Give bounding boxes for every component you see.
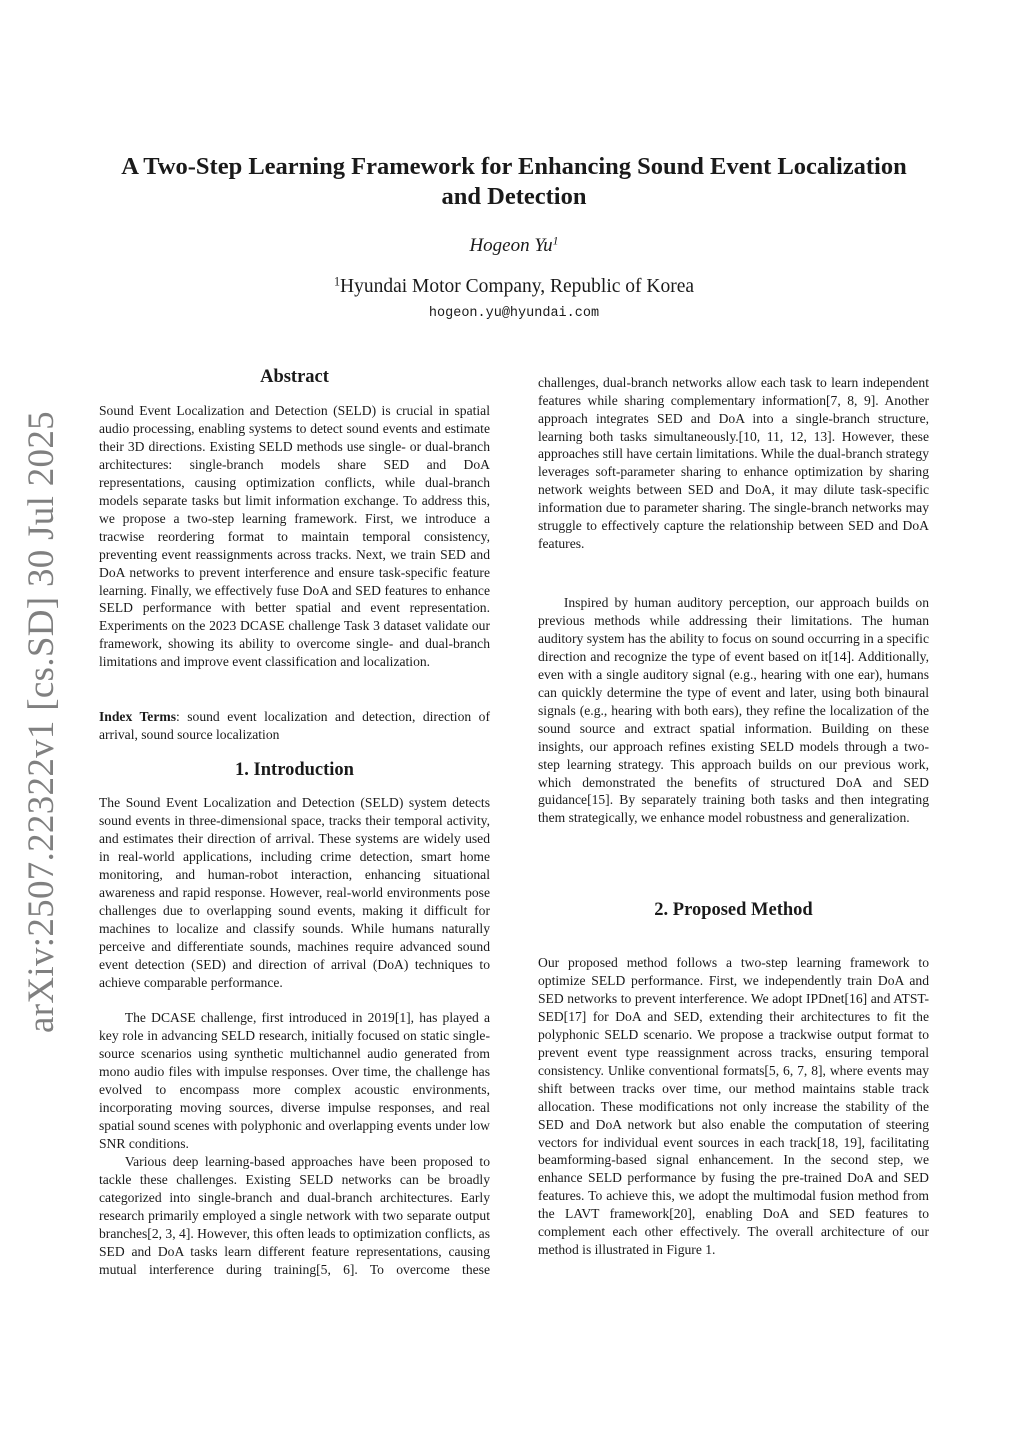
index-terms-label: Index Terms bbox=[99, 709, 176, 724]
intro-paragraph-3: Various deep learning-based approaches have been proposed to tackle these challenges. Existing SELD networks can be broadly categorized into single-branch and dual-branch architectures. Early research primarily employed a single network with two separate output branches[2, 3, 4]. However, this often leads to optimization conflicts, as SED and DoA tasks learn different feature representations, causing mutual interference during training[5, 6]. To overcome these bbox=[99, 1154, 490, 1277]
author-email: hogeon.yu@hyundai.com bbox=[428, 306, 600, 321]
intro-heading: 1. Introduction bbox=[235, 760, 354, 780]
intro-paragraph-1: The Sound Event Localization and Detection (SELD) system detects sound events in three-dimensional space, tracks their temporal activity, and estimates their direction of arrival. These systems are widely used in real-world applications, including crime detection, smart home monitoring, and human-robot interaction, enhancing situational awareness and rapid response. However, real-world environments pose challenges due to overlapping sound events, making it difficult for machines to localize and classify sounds. While humans naturally perceive and differentiate sounds, machines require advanced sound event detection (SED) and direction of arrival (DoA) techniques to achieve comparable performance. bbox=[99, 795, 490, 990]
affiliation-sup: 1 bbox=[333, 274, 341, 289]
author-name: Hogeon Yu bbox=[469, 235, 553, 256]
intro-paragraph-3-continued bbox=[538, 374, 929, 572]
affiliation-line bbox=[0, 276, 1024, 298]
arxiv-stamp: arXiv:2507.22322v1 [cs.SD] 30 Jul 2025 bbox=[21, 411, 62, 1033]
intro-paragraph-4: Inspired by human auditory perception, our approach builds on previous methods while addressing their limitations. The human auditory system has the ability to focus on sound occurring in a specific direction and recognize the type of event based on it[14]. Additionally, even with a single auditory signal (e.g., hearing with one ear), humans can quickly determine the type of event and later, using both binaural signals (e.g., hearing with both ears), they refine the localization of the sound source and extract spatial information. Building on these insights, our approach refines existing SELD models through a two-step learning strategy. This approach builds on our previous work, which demonstrated the benefits of structured DoA and SED guidance[15]. By separately training both tasks and then integrating them strategically, we enhance model robustness and generalization. bbox=[538, 595, 929, 826]
intro-paragraph-3-flow: challenges, dual-branch networks allow each task to learn independent features while sharing complementary information[7, 8, 9]. Another approach integrates SED and DoA into a single-branch structure, learning both tasks simultaneously.[10, 11, 12, 13]. However, these approaches still have certain limitations. While the dual-branch strategy leverages soft-parameter sharing to enhance optimization by sharing network weights between SED and DoA, it may dilute task-specific information due to parameter sharing. The single-branch networks may struggle to effectively capture the relationship between SED and DoA features. bbox=[538, 374, 929, 552]
intro-paragraph-2: The DCASE challenge, first introduced in 2019[1], has played a key role in advancing SELD research, initially focused on static single-source scenarios using synthetic multichannel audio generated from mono audio files with impulse responses. Over time, the challenge has evolved to encompass more complex acoustic environments, incorporating moving sources, diverse impulse responses, and real spatial sound scenes with polyphonic and overlapping events under low SNR conditions. bbox=[99, 1010, 490, 1151]
abstract-text: Sound Event Localization and Detection (SELD) is crucial in spatial audio processing, enabling systems to detect sound events and estimate their 3D directions. Existing SELD methods use single- or dual-branch architectures: single-branch models share SED and DoA representations, causing optimization conflicts, while dual-branch models separate tasks but limit information exchange. To address this, we propose a two-step learning framework. First, we introduce a tracwise reordering format to maintain temporal consistency, preventing event reassignments across tracks. Next, we train SED and DoA networks to prevent interference and ensure task-specific feature learning. Finally, we effectively fuse DoA and SED features to enhance SELD performance with better spatial and event representation. Experiments on the 2023 DCASE challenge Task 3 dataset validate our framework, showing its ability to overcome single- and dual-branch limitations and improve event classification and localization. bbox=[99, 403, 490, 670]
affiliation-text: Hyundai Motor Company, Republic of Korea bbox=[340, 276, 695, 297]
method-paragraph-1: Our proposed method follows a two-step learning framework to optimize SELD performance. First, we independently train DoA and SED networks to prevent interference. We adopt IPDnet[16] and ATST-SED[17] for DoA and SED, extending their architectures to fit the polyphonic SELD scenario. We propose a trackwise output format to prevent event type reassignment across tracks, ensuring temporal consistency. Unlike conventional formats[5, 6, 7, 8], where events may shift between tracks over time, our method maintains stable track allocation. These modifications not only increase the stability of the SED and DoA network but also enable the computation of steering vectors for individual event sources in each track[18, 19], facilitating beamforming-based signal enhancement. In the second step, we enhance SELD performance by fusing the pre-trained DoA and SED features. To achieve this, we adopt the multimodal fusion method from the LAVT framework[20], enabling DoA and SED features to complement each other effectively. The overall architecture of our method is illustrated in Figure 1. bbox=[538, 955, 929, 1258]
method-heading: 2. Proposed Method bbox=[654, 900, 813, 920]
index-terms bbox=[99, 708, 490, 744]
author-sup: 1 bbox=[552, 234, 559, 248]
author-line bbox=[0, 235, 1024, 257]
index-terms-text: : sound event localization and detection, direction of arrival, sound source localization bbox=[99, 709, 490, 742]
abstract-heading: Abstract bbox=[260, 367, 329, 387]
paper-title: A Two-Step Learning Framework for Enhancing Sound Event Localization and Detection bbox=[121, 153, 907, 210]
